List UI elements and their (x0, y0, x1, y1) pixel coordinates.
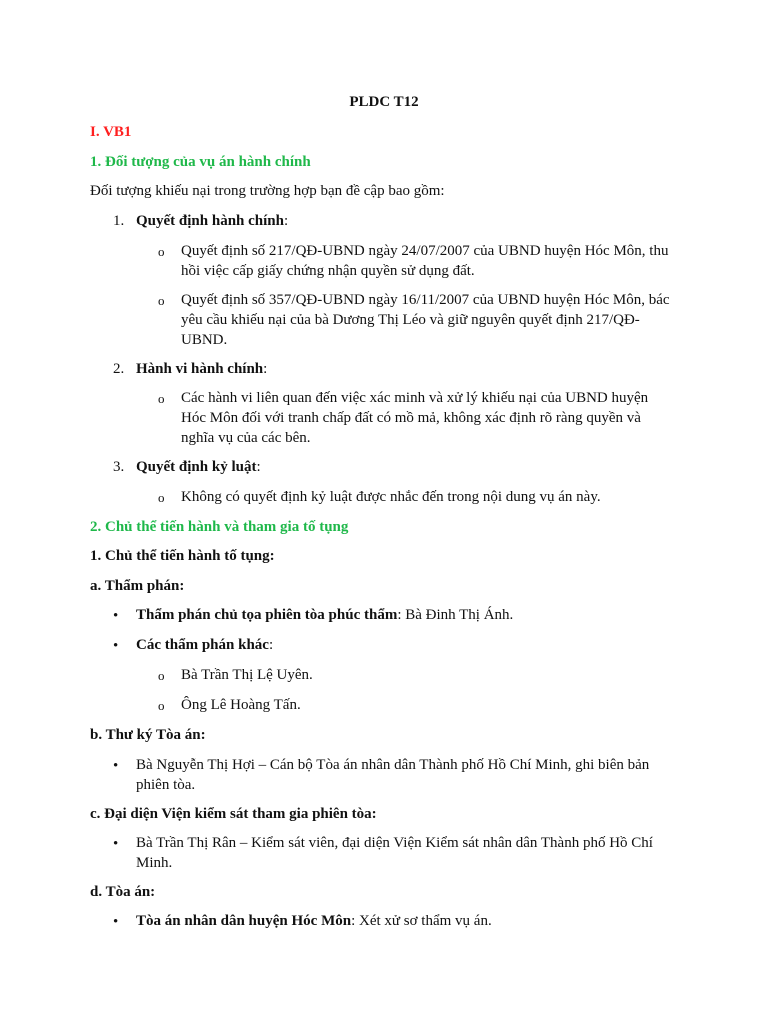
sub-list-item: Bà Trần Thị Lệ Uyên. (181, 667, 313, 683)
list-item (136, 359, 267, 379)
list-item (136, 457, 261, 477)
circle-bullet: o (158, 293, 165, 308)
list-item (136, 211, 288, 231)
sub-list-item: Các hành vi liên quan đến việc xác minh và xử lý khiếu nại của UBND huyện Hóc Môn đối với tranh chấp đất có mồ mả, không xác định rõ ràng quyền và nghĩa vụ của các bên. (181, 390, 649, 446)
bullet-item-label: Các thẩm phán khác (136, 637, 269, 653)
bullet: • (113, 608, 119, 624)
subheading-judges: a. Thẩm phán: (90, 578, 185, 594)
list-number: 2. (113, 361, 125, 377)
sub-list-item: Quyết định số 217/QĐ-UBND ngày 24/07/2007 của UBND huyện Hóc Môn, thu hồi việc cấp giấy chứng nhận quyền sử dụng đất. (181, 243, 669, 279)
intro-paragraph: Đối tượng khiếu nại trong trường hợp bạn đề cập bao gồm: (90, 183, 445, 199)
circle-bullet: o (158, 668, 165, 683)
circle-bullet: o (158, 698, 165, 713)
bullet-item-label: Tòa án nhân dân huyện Hóc Môn (136, 913, 352, 929)
bullet-item-text: : Bà Đinh Thị Ánh. (397, 607, 514, 623)
list-number: 3. (113, 459, 125, 475)
list-item-label: Hành vi hành chính (136, 361, 264, 377)
bullet-item-text: : (268, 637, 274, 653)
subheading-court: d. Tòa án: (90, 884, 156, 900)
circle-bullet: o (158, 244, 165, 259)
bullet-item (136, 605, 513, 625)
bullet: • (113, 758, 119, 774)
document-title: PLDC T12 (349, 94, 419, 110)
bullet: • (113, 914, 119, 930)
bullet-item (136, 911, 492, 931)
bullet-item: Bà Trần Thị Rân – Kiểm sát viên, đại diện Viện Kiểm sát nhân dân Thành phố Hồ Chí Minh. (136, 835, 653, 871)
subheading-procuracy: c. Đại diện Viện kiểm sát tham gia phiên tòa: (90, 806, 377, 822)
bullet: • (113, 638, 119, 654)
subheading-object-of-case: 1. Đối tượng của vụ án hành chính (90, 154, 311, 170)
subheading-clerk: b. Thư ký Tòa án: (90, 727, 206, 743)
sub-list-item: Không có quyết định kỷ luật được nhắc đến trong nội dung vụ án này. (181, 489, 601, 505)
list-item-label: Quyết định hành chính (136, 213, 284, 229)
bullet: • (113, 836, 119, 852)
subheading-conducting-subjects: 1. Chủ thể tiến hành tố tụng: (90, 548, 275, 564)
sub-list-item: Ông Lê Hoàng Tấn. (181, 697, 301, 713)
list-item-label: Quyết định kỷ luật (136, 459, 257, 475)
list-number: 1. (113, 213, 125, 229)
section-heading-vb1: I. VB1 (90, 124, 132, 140)
circle-bullet: o (158, 391, 165, 406)
bullet-item-label: Thẩm phán chủ tọa phiên tòa phúc thẩm (136, 607, 398, 623)
bullet-item-text: : Xét xử sơ thẩm vụ án. (351, 913, 492, 929)
list-item-colon: : (256, 459, 261, 475)
list-item-colon: : (263, 361, 268, 377)
sub-list-item: Quyết định số 357/QĐ-UBND ngày 16/11/2007 của UBND huyện Hóc Môn, bác yêu cầu khiếu nại của bà Dương Thị Léo và giữ nguyên quyết định 217/QĐ-UBND. (181, 292, 670, 348)
bullet-item: Bà Nguyễn Thị Hợi – Cán bộ Tòa án nhân dân Thành phố Hồ Chí Minh, ghi biên bản phiên tòa. (136, 757, 650, 793)
bullet-item (136, 635, 273, 655)
circle-bullet: o (158, 490, 165, 505)
list-item-colon: : (284, 213, 289, 229)
subheading-procedure-subjects: 2. Chủ thể tiến hành và tham gia tố tụng (90, 519, 349, 535)
